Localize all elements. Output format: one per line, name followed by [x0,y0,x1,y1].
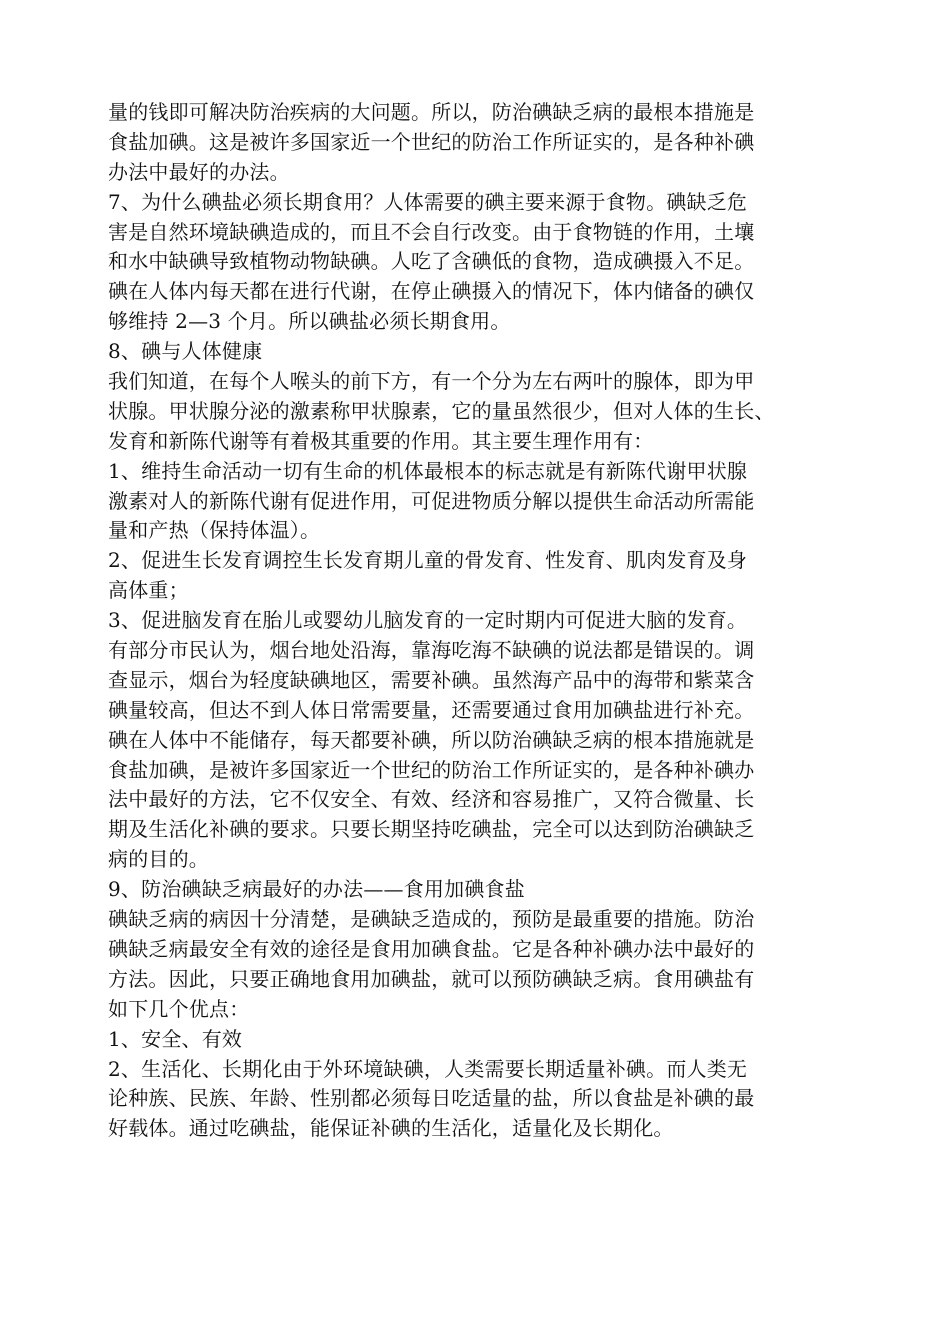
text-line: 碘在人体中不能储存，每天都要补碘，所以防治碘缺乏病的根本措施就是 [108,727,755,752]
text-line: 量的钱即可解决防治疾病的大问题。所以，防治碘缺乏病的最根本措施是 [108,100,755,124]
text-line: 论种族、民族、年龄、性别都必须每日吃适量的盐，所以食盐是补碘的最 [108,1086,755,1111]
text-line: 1、维持生命活动一切有生命的机体最根本的标志就是有新陈代谢甲状腺 [108,458,748,483]
text-line: 查显示，烟台为轻度缺碘地区，需要补碘。虽然海产品中的海带和紫菜含 [108,667,755,692]
text-line: 高体重； [108,578,189,603]
text-line: 害是自然环境缺碘造成的，而且不会自行改变。由于食物链的作用，土壤 [108,219,755,244]
text-line: 碘缺乏病最安全有效的途径是食用加碘食盐。它是各种补碘办法中最好的 [108,936,755,961]
text-line: 期及生活化补碘的要求。只要长期坚持吃碘盐，完全可以达到防治碘缺乏 [108,817,755,842]
text-line: 法中最好的方法，它不仅安全、有效、经济和容易推广，又符合微量、长 [108,787,755,812]
text-line: 碘量较高，但达不到人体日常需要量，还需要通过食用加碘盐进行补充。 [108,697,755,722]
text-line: 3、促进脑发育在胎儿或婴幼儿脑发育的一定时期内可促进大脑的发育。 [108,608,748,633]
text-line: 食盐加碘，是被许多国家近一个世纪的防治工作所证实的，是各种补碘办 [108,757,755,782]
text-line: 够维持 2—3 个月。所以碘盐必须长期食用。 [108,309,511,334]
text-line: 2、生活化、长期化由于外环境缺碘，人类需要长期适量补碘。而人类无 [108,1056,748,1081]
text-line: 发育和新陈代谢等有着极其重要的作用。其主要生理作用有： [108,428,654,453]
text-line: 碘在人体内每天都在进行代谢，在停止碘摄入的情况下，体内储备的碘仅 [108,279,755,304]
text-line: 和水中缺碘导致植物动物缺碘。人吃了含碘低的食物，造成碘摄入不足。 [108,249,755,274]
document-body [108,98,868,1144]
text-line: 病的目的。 [108,847,209,872]
text-line: 1、安全、有效 [108,1026,243,1051]
text-line: 8、碘与人体健康 [108,339,263,364]
text-line: 激素对人的新陈代谢有促进作用，可促进物质分解以提供生命活动所需能 [108,488,755,513]
text-line: 2、促进生长发育调控生长发育期儿童的骨发育、性发育、肌肉发育及身 [108,548,748,573]
text-line: 量和产热（保持体温）。 [108,518,321,543]
text-line: 7、为什么碘盐必须长期食用？人体需要的碘主要来源于食物。碘缺乏危 [108,189,748,214]
text-line: 我们知道，在每个人喉头的前下方，有一个分为左右两叶的腺体，即为甲 [108,369,755,394]
text-line: 好载体。通过吃碘盐，能保证补碘的生活化，适量化及长期化。 [108,1116,674,1141]
text-line: 办法中最好的办法。 [108,159,290,184]
text-line: 碘缺乏病的病因十分清楚，是碘缺乏造成的，预防是最重要的措施。防治 [108,907,755,932]
text-line: 方法。因此，只要正确地食用加碘盐，就可以预防碘缺乏病。食用碘盐有 [108,966,755,991]
text-line: 9、防治碘缺乏病最好的办法——食用加碘食盐 [108,877,525,902]
text-line: 状腺。甲状腺分泌的激素称甲状腺素，它的量虽然很少，但对人体的生长、 [108,398,775,423]
text-line: 如下几个优点： [108,996,250,1021]
text-line: 有部分市民认为，烟台地处沿海，靠海吃海不缺碘的说法都是错误的。调 [108,638,755,663]
text-line: 食盐加碘。这是被许多国家近一个世纪的防治工作所证实的，是各种补碘 [108,129,755,154]
